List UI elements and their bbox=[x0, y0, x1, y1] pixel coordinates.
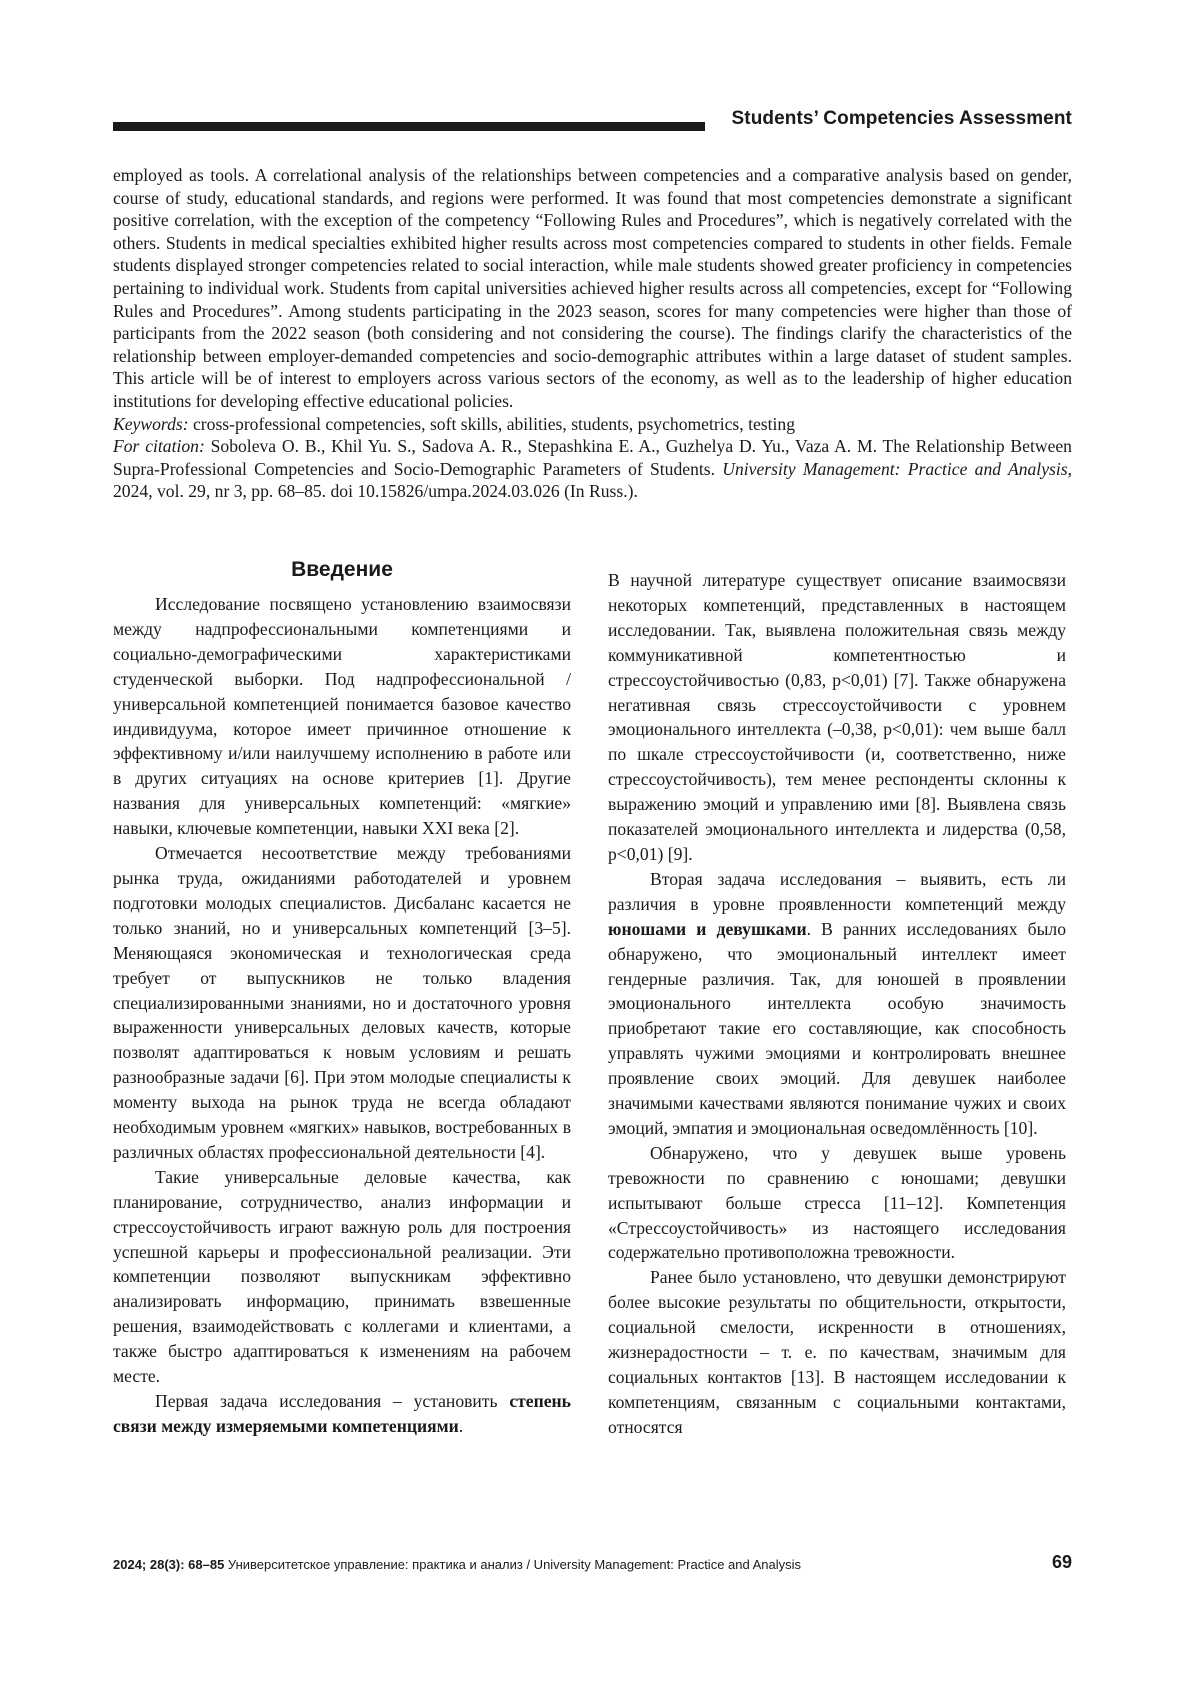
left-p4-end: . bbox=[458, 1415, 464, 1436]
keywords-label: Keywords: bbox=[113, 413, 189, 434]
left-p4-text: Первая задача исследования – установить bbox=[155, 1391, 510, 1411]
left-paragraph-1: Исследование посвящено установлению взаимосвязи между надпрофессиональными компетенциями и социально-демографическими характеристиками студенческой выборки. Под надпрофессиональной / универсальной компетенцией понимается базовое качество индивидуума, которое имеет причинное отношение к эффективному и/или наилучшему исполнению в работе или в других ситуациях на основе критериев [1]. Другие названия для универсальных компетенций: «мягкие» навыки, ключевые компетенции, навыки XXI века [2]. bbox=[113, 594, 571, 839]
right-paragraph-3: Обнаружено, что у девушек выше уровень тревожности по сравнению с юношами; девушки испытывают больше стресса [11–12]. Компетенция «Стрессоустойчивость» из настоящего исследования содержательно противоположна тревожности. bbox=[608, 1142, 1066, 1263]
page-footer bbox=[113, 1552, 1072, 1572]
right-column bbox=[608, 568, 1066, 1440]
left-paragraph-2: Отмечается несоответствие между требованиями рынка труда, ожиданиями работодателей и уровнем подготовки молодых специалистов. Дисбаланс касается не только знаний, но и универсальных компетенций [3–5]. Меняющаяся экономическая и технологическая среда требует от выпускников не только владения специализированными знаниями, но и достаточного уровня выраженности универсальных деловых качеств, которые позволят адаптироваться к новым условиям и решать разнообразные задачи [6]. При этом молодые специалисты к моменту выхода на рынок труда не всегда обладают необходимым уровнем «мягких» навыков, востребованных в различных областях профессиональной деятельности [4]. bbox=[113, 843, 571, 1162]
left-p4-bold: степень связи между измеряемыми компетенциями bbox=[113, 1391, 571, 1436]
right-paragraph-4: Ранее было установлено, что девушки демонстрируют более высокие результаты по общительности, открытости, социальной смелости, искренности в отношениях, жизнерадостности – т. е. по качествам, значимым для социальных контактов [13]. В настоящем исследовании к компетенциям, связанным с социальными контактами, относятся bbox=[608, 1267, 1066, 1437]
right-p2-rest: . В ранних исследованиях было обнаружено, что эмоциональный интеллект имеет гендерные различия. Так, для юношей в проявлении эмоционального интеллекта особую значимость приобретают такие его составляющие, как способность управлять чужими эмоциями и контролировать внешнее проявление своих эмоций. Для девушек наиболее значимыми качествами являются понимание чужих и своих эмоций, эмпатия и эмоциональная осведомлённость [10]. bbox=[608, 918, 1067, 1138]
left-column bbox=[113, 556, 571, 1439]
left-paragraph-3: Такие универсальные деловые качества, как планирование, сотрудничество, анализ информации и стрессоустойчивость играют важную роль для построения успешной карьеры и профессиональной реализации. Эти компетенции позволяют выпускникам эффективно анализировать информацию, принимать взвешенные решения, взаимодействовать с коллегами и клиентами, а также быстро адаптироваться к изменениям на рабочем месте. bbox=[113, 1166, 571, 1387]
citation-journal: University Management: Practice and Analysis bbox=[722, 458, 1068, 479]
footer-issue: 2024; 28(3): 68–85 bbox=[113, 1557, 225, 1572]
running-title: Students’ Competencies Assessment bbox=[731, 108, 1072, 129]
footer-journal: Университетское управление: практика и анализ / University Management: Practice and Analysis bbox=[224, 1557, 802, 1572]
section-heading: Введение bbox=[291, 558, 393, 581]
abstract-text: employed as tools. A correlational analysis of the relationships between competencies and a comparative analysis based on gender, course of study, educational standards, and regions were performed. It was found that most competencies demonstrate a significant positive correlation, with the exception of the competency “Following Rules and Procedures”, which is negatively correlated with the others. Students in medical specialties exhibited higher results across most competencies compared to students in other fields. Female students displayed stronger competencies related to social interaction, while male students showed greater proficiency in competencies pertaining to individual work. Students from capital universities achieved higher results across all competencies, except for “Following Rules and Procedures”. Among students participating in the 2023 season, scores for many competencies were higher than those of participants from the 2022 season (both considering and not considering the course). The findings clarify the characteristics of the relationship between employer-demanded competencies and socio-demographic attributes within a large dataset of student samples. This article will be of interest to employers across various sectors of the economy, as well as to the leadership of higher education institutions for developing effective educational policies. bbox=[113, 165, 1072, 411]
left-paragraph-4 bbox=[113, 1389, 571, 1439]
right-p2-text: Вторая задача исследования – выявить, есть ли различия в уровне проявленности компетенций между bbox=[608, 868, 1066, 914]
header-rule bbox=[113, 122, 705, 131]
right-paragraph-2 bbox=[608, 867, 1066, 1141]
page-number: 69 bbox=[1051, 1552, 1072, 1572]
right-p2-bold: юношами и девушками bbox=[608, 918, 807, 939]
citation-line bbox=[113, 435, 1072, 503]
citation-details: , 2024, vol. 29, nr 3, pp. 68–85. doi 10.15826/umpa.2024.03.026 (In Russ.). bbox=[113, 458, 1072, 502]
citation-authors: Soboleva O. B., Khil Yu. S., Sadova A. R., Stepashkina E. A., Guzhelya D. Yu., Vaza A. M. The Relationship Between Supra-Professional Competencies and Socio-Demographic Parameters of Students. bbox=[113, 436, 1072, 479]
abstract-block bbox=[113, 164, 1072, 503]
keywords-line bbox=[113, 413, 1072, 436]
keywords-text: cross-professional competencies, soft skills, abilities, students, psychometrics, testing bbox=[193, 413, 795, 434]
right-paragraph-1: В научной литературе существует описание взаимосвязи некоторых компетенций, представленных в настоящем исследовании. Так, выявлена положительная связь между коммуникативной компетентностью и стрессоустойчивостью (0,83, p<0,01) [7]. Также обнаружена негативная связь стрессоустойчивости с уровнем эмоционального интеллекта (–0,38, p<0,01): чем выше балл по шкале стрессоустойчивости (и, соответственно, ниже стрессоустойчивость), тем менее респонденты склонны к выражению эмоций и управлению ими [8]. Выявлена связь показателей эмоционального интеллекта и лидерства (0,58, p<0,01) [9]. bbox=[608, 570, 1066, 864]
citation-label: For citation: bbox=[113, 436, 205, 457]
